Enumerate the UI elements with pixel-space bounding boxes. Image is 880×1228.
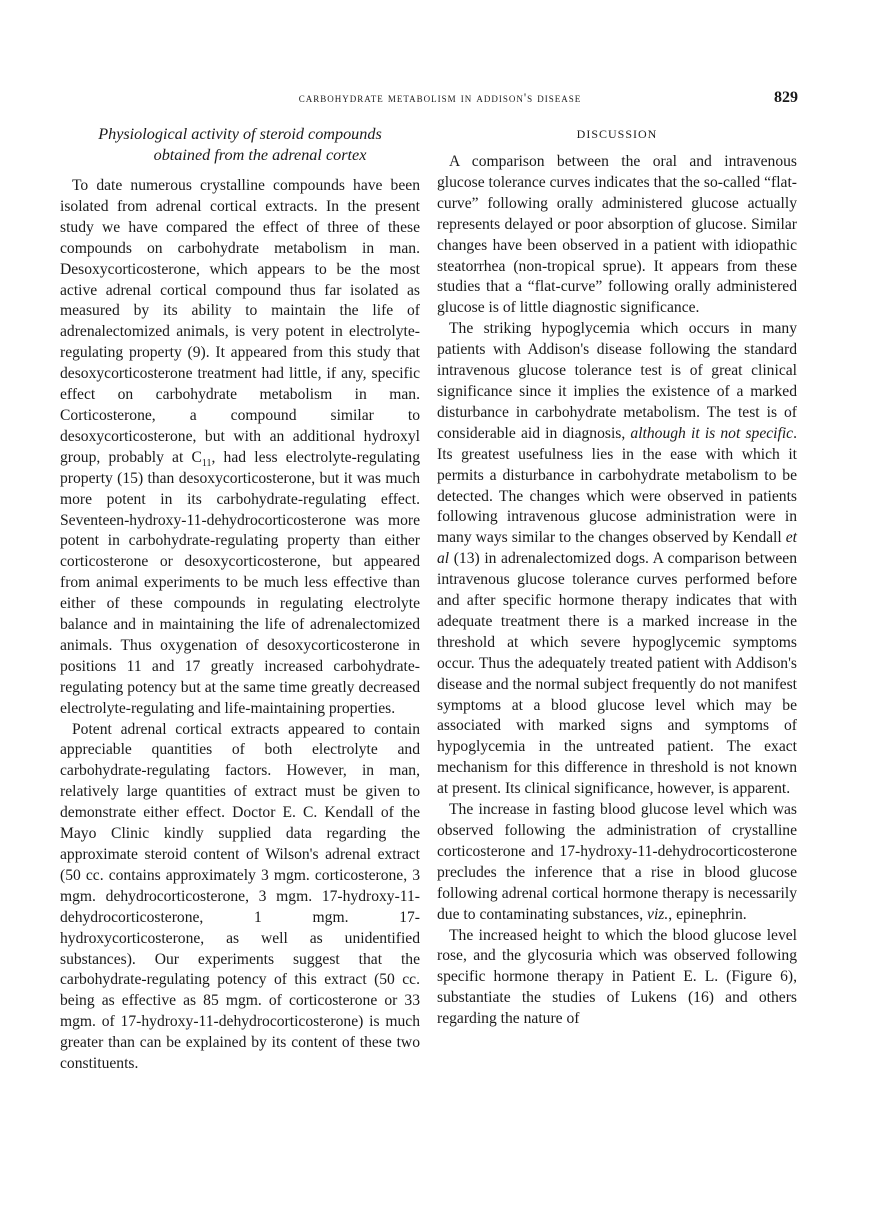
left-column — [60, 124, 420, 1075]
emphasis-text: although it is not specific — [630, 424, 794, 442]
emphasis-text: et al — [437, 529, 797, 568]
paragraph-glycosuria: The increased height to which the blood glucose level rose, and the glycosuria which was observed following specific hormone therapy in Patient E. L. (Figure 6), substantiate the studies of Lukens (16) and others regarding the nature of — [437, 926, 797, 1028]
subscript: 11 — [201, 457, 212, 469]
running-title: carbohydrate metabolism in addison's disease — [298, 91, 582, 105]
paragraph-tolerance-curves: A comparison between the oral and intravenous glucose tolerance curves indicates that the so-called “flat-curve” following orally administered glucose actually represents delayed or poor absorption of glucose. Similar changes have been observed in a patient with idiopathic steatorrhea (non-tropical sprue). It appears from these studies that a “flat-curve” following orally administered glucose is of little diagnostic significance. — [437, 153, 797, 317]
paragraph-steroid-compounds — [60, 176, 420, 720]
section-heading-line-1: Physiological activity of steroid compounds — [98, 125, 382, 143]
paragraph-fasting-glucose — [437, 800, 797, 925]
running-head — [0, 89, 880, 111]
paragraph-text: The increase in fasting blood glucose level which was observed following the administration of crystalline corticosterone and 17-hydroxy-11-dehydrocorticosterone precludes the inference that a rise in blood glucose following adrenal cortical hormone therapy is necessarily due to contaminating substances, — [437, 801, 797, 923]
paragraph-text: , had less electrolyte-regulating property (15) than desoxycorticosterone, but it was much more potent in its carbohydrate-regulating effect. Seventeen-hydroxy-11-dehydrocorticosterone was more potent in carbohydrate-regulating property than either corticosterone or desoxycorticosterone, but appeared from animal experiments to be much less effective than either of these compounds in regulating electrolyte balance and in maintaining the life of adrenalectomized animals. Thus oxygenation of desoxycorticosterone in positions 11 and 17 greatly increased carbohydrate-regulating potency but at the same time greatly decreased electrolyte-regulating and life-maintaining properties. — [60, 448, 421, 717]
page-number: 829 — [774, 89, 798, 106]
paragraph-text: . Its greatest usefulness lies in the ease with which it permits a disturbance in carbohydrate metabolism to be detected. The changes which were observed in patients following intravenous glucose administration were in many ways similar to the changes observed by Kendall — [437, 424, 797, 547]
section-heading-steroid-activity — [60, 124, 420, 166]
paragraph-text: The striking hypoglycemia which occurs in many patients with Addison's disease following the standard intravenous glucose tolerance test is of great clinical significance since it implies the existence of a marked disturbance in carbohydrate metabolism. The test is of considerable aid in diagnosis, — [437, 320, 797, 442]
paragraph-text: , epinephrin. — [668, 905, 747, 923]
paragraph-text: (13) in adrenalectomized dogs. A comparison between intravenous glucose tolerance curves performed before and after specific hormone therapy indicates that with adequate treatment there is a marked increase in the threshold at which severe hypoglycemic symptoms occur. Thus the adequately treated patient with Addison's disease and the normal subject frequently do not manifest symptoms at a blood glucose level which may be associated with marked signs and symptoms of hypoglycemia in the untreated patient. The exact mechanism for this difference in threshold is not known at present. Its clinical significance, however, is apparent. — [437, 550, 797, 798]
section-heading-line-2: obtained from the adrenal cortex — [153, 146, 367, 164]
emphasis-text: viz. — [647, 905, 669, 923]
right-column — [437, 124, 797, 1030]
paragraph-hypoglycemia — [437, 319, 797, 800]
paragraph-text: To date numerous crystalline compounds have been isolated from adrenal cortical extracts. In the present study we have compared the effect of three of these compounds on carbohydrate metabolism in man. Desoxycorticosterone, which appears to be the most active adrenal cortical compound thus far isolated as measured by its ability to maintain the life of adrenalectomized animals, is very potent in electrolyte-regulating property (9). It appeared from this study that desoxycorticosterone treatment had little, if any, specific effect on carbohydrate metabolism in man. Corticosterone, a compound similar to desoxycorticosterone, but with an additional hydroxyl group, probably at C — [60, 177, 420, 466]
paragraph-adrenal-extracts: Potent adrenal cortical extracts appeared to contain appreciable quantities of both electrolyte and carbohydrate-regulating factors. However, in man, relatively large quantities of extract must be given to demonstrate either effect. Doctor E. C. Kendall of the Mayo Clinic kindly supplied data regarding the approximate steroid content of Wilson's adrenal extract (50 cc. contains approximately 3 mgm. corticosterone, 3 mgm. dehydrocorticosterone, 3 mgm. 17-hydroxy-11-dehydrocorticosterone, 1 mgm. 17-hydroxycorticosterone, as well as unidentified substances). Our experiments suggest that the carbohydrate-regulating potency of this extract (50 cc. being as effective as 85 mgm. of corticosterone or 33 mgm. of 17-hydroxy-11-dehydrocorticosterone) is much greater than can be explained by its content of these two constituents. — [60, 720, 420, 1073]
discussion-heading: DISCUSSION — [576, 127, 658, 141]
